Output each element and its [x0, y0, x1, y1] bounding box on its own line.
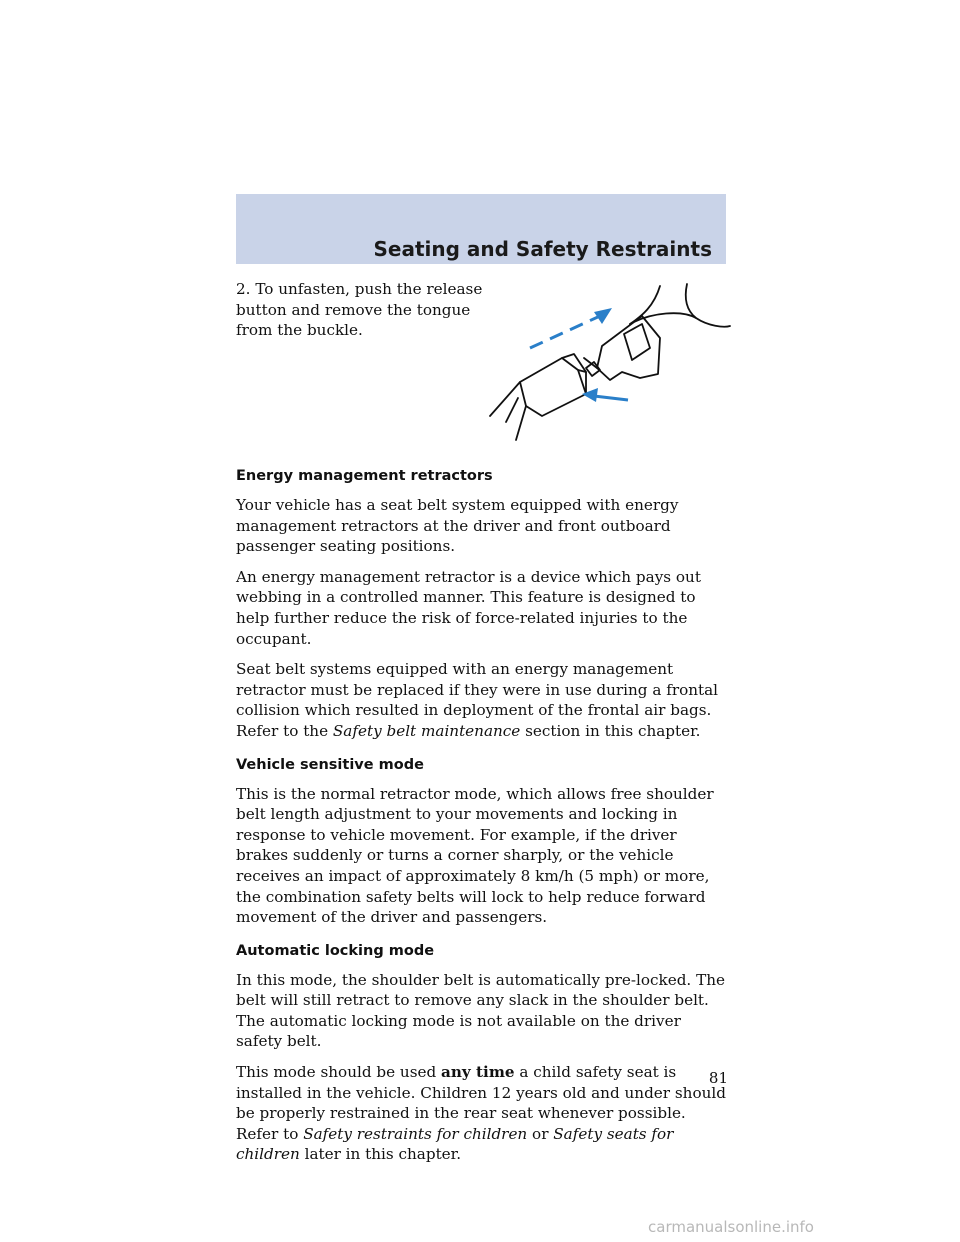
- paragraph: Your vehicle has a seat belt system equipped with energy management retractors at the driver and front outboard passenger seating positions.: [236, 496, 679, 556]
- section-header-band: [236, 194, 726, 264]
- reference-link: Safety belt maintenance: [332, 721, 521, 740]
- main-content: [236, 467, 731, 1175]
- heading-energy-management: Energy management retractors: [236, 468, 493, 484]
- paragraph: This mode should be used any time a child safety seat is installed in the vehicle. Children 12 years old and under should be properly restrained in the rear seat whenever possible. Refer to Safety restraints for children or Safety seats for children later in this chapter.: [236, 1063, 726, 1164]
- reference-link: Safety seats for children: [236, 1124, 674, 1164]
- section-title: Seating and Safety Restraints: [373, 237, 712, 261]
- belt-webbing-lower-edge: [686, 284, 730, 327]
- reference-link: Safety restraints for children: [303, 1124, 528, 1143]
- step-2-text: 2. To unfasten, push the release button and remove the tongue from the buckle.: [236, 280, 483, 340]
- release-button-arrow: [582, 388, 628, 402]
- heading-vehicle-sensitive-mode: Vehicle sensitive mode: [236, 756, 424, 773]
- page-number: 81: [708, 1069, 728, 1087]
- emphasis: any time: [441, 1063, 515, 1082]
- remove-direction-arrow: [530, 308, 612, 348]
- watermark: carmanualsonline.info: [648, 1218, 814, 1236]
- paragraph: In this mode, the shoulder belt is automatically pre-locked. The belt will still retract to remove any slack in the shoulder belt. The automatic locking mode is not available on the driver safety belt.: [236, 970, 725, 1051]
- buckle-body: [520, 358, 586, 416]
- buckle-strap-top: [490, 382, 520, 416]
- paragraph: Seat belt systems equipped with an energy management retractor must be replaced if they were in use during a frontal collision which resulted in deployment of the frontal air bags. Refer to the Safety belt maintenance section in this chapter.: [236, 660, 719, 740]
- tongue-slot: [624, 324, 650, 360]
- heading-automatic-locking-mode: Automatic locking mode: [236, 942, 435, 959]
- paragraph: This is the normal retractor mode, which allows free shoulder belt length adjustment to your movements and locking in response to vehicle movement. For example, if the driver brakes suddenly or turns a corner sharply, or the vehicle receives an impact of approximately 8 km/h (5 mph) or more, the combination safety belts will lock to help reduce forward movement of the driver and passengers.: [236, 784, 714, 927]
- seat-belt-unfasten-illustration: [482, 276, 732, 446]
- buckle-strap-bottom: [516, 406, 526, 440]
- paragraph: An energy management retractor is a device which pays out webbing in a controlled manner. This feature is designed to help further reduce the risk of force-related injuries to the occupant.: [236, 567, 701, 648]
